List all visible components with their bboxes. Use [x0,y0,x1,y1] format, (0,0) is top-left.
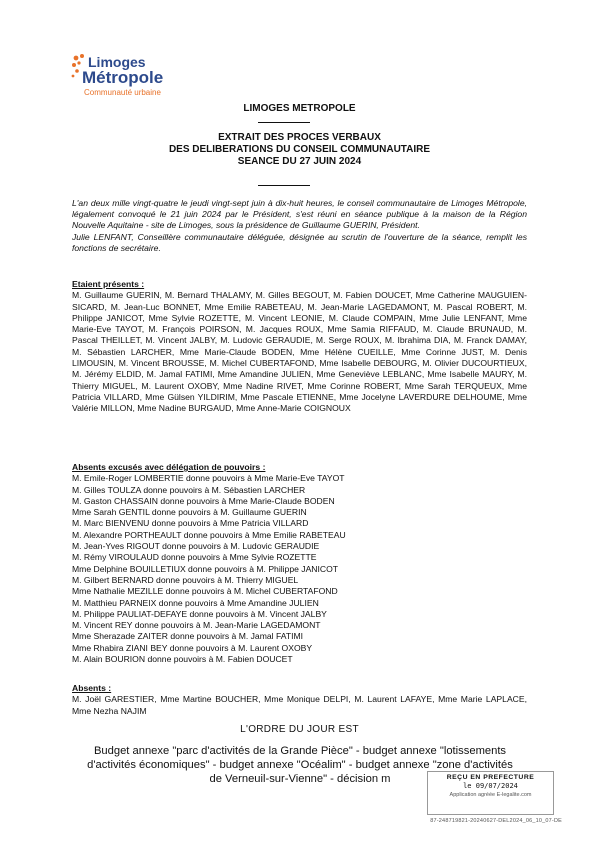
list-item: M. Alain BOURION donne pouvoirs à M. Fabien DOUCET [72,654,293,665]
stamp-application: Application agréée E-legalite.com [449,792,532,798]
present-section [72,279,527,415]
list-item: Mme Nathalie MEZILLE donne pouvoirs à M. Michel CUBERTAFOND [72,586,338,597]
list-item: M. Alexandre PORTHEAULT donne pouvoirs à Mme Emilie RABETEAU [72,529,346,540]
list-item: Mme Sherazade ZAITER donne pouvoirs à M. Jamal FATIMI [72,631,304,642]
list-item: M. Matthieu PARNEIX donne pouvoirs à Mme Amandine JULIEN [72,597,319,608]
logo-text-metropole: Métropole [82,68,164,87]
agenda-heading: L'ORDRE DU JOUR EST [240,724,359,735]
list-item: Mme Rhabira ZIANI BEY donne pouvoirs à M. Laurent OXOBY [72,642,313,653]
list-item: M. Marc BIENVENU donne pouvoirs à Mme Patricia VILLARD [72,518,309,529]
title-line-1: EXTRAIT DES PROCES VERBAUX [218,132,381,143]
list-item: M. Gaston CHASSAIN donne pouvoirs à Mme Marie-Claude BODEN [72,495,335,506]
intro-paragraph-1: L'an deux mille vingt-quatre le jeudi vingt-sept juin à dix-huit heures, le conseil communautaire de Limoges Métropole, légalement convoqué le 21 juin 2024 par le Président, s'est réuni en séance publique à la maison de la Région Nouvelle Aquitaine - site de Limoges, sous la présidence de Guillaume GUERIN, Président. [72,198,527,231]
excused-heading: Absents excusés avec délégation de pouvoirs : [72,462,266,472]
logo [70,52,180,108]
prefecture-stamp [427,771,554,815]
excused-section [72,462,527,665]
divider-bottom [258,185,310,186]
list-item: M. Emile-Roger LOMBERTIE donne pouvoirs à Mme Marie-Eve TAYOT [72,473,345,484]
present-list: M. Guillaume GUERIN, M. Bernard THALAMY, M. Gilles BEGOUT, M. Fabien DOUCET, Mme Catherine MAUGUIEN-SICARD, M. Jean-Luc BONNET, Mme Emilie RABETEAU, M. Jean-Marie LAGEDAMONT, M. Pascal ROBERT, M. Philippe JANICOT, Mme Sylvie ROZETTE, M. Vincent LEONIE, M. Claude COMPAIN, Mme Julie LENFANT, Mme Marie-Eve TAYOT, M. François POIRSON, M. Jacques ROUX, Mme Samia RIFFAUD, M. Claude BRUNAUD, M. Pascal THEILLET, M. Vincent JALBY, M. Ludovic GERAUDIE, M. Serge ROUX, M. Ibrahima DIA, M. Franck DAMAY, M. Sébastien LARCHER, Mme Marie-Claude BODEN, Mme Hélène CUEILLE, Mme Corinne JUST, M. Denis LIMOUSIN, M. Vincent BROUSSE, M. Michel CUBERTAFOND, Mme Isabelle DEBOURG, M. Olivier DUCOURTIEUX, M. Jérémy ELDID, M. Jamal FATIMI, Mme Amandine JULIEN, Mme Geneviève LEBLANC, Mme Isabelle MAURY, M. Thierry MIGUEL, M. Laurent OXOBY, Mme Nadine RIVET, Mme Corinne ROBERT, Mme Sarah TERQUEUX, Mme Patricia VILLARD, Mme Gülsen YILDIRIM, Mme Pascale ETIENNE, Mme Jocelyne LAVERDURE DELHOUME, Mme Valérie MILLON, Mme Nadine BURGAUD, Mme Anne-Marie COIGNOUX [72,290,527,414]
logo-text-limoges: Limoges [88,54,146,70]
present-heading: Etaient présents : [72,279,145,289]
intro-text [72,198,527,254]
stamp-date: le 09/07/2024 [463,782,518,790]
list-item: M. Vincent REY donne pouvoirs à M. Jean-Marie LAGEDAMONT [72,620,321,631]
title-line-2: DES DELIBERATIONS DU CONSEIL COMMUNAUTAIRE [168,144,431,155]
stamp-title: REÇU EN PREFECTURE [446,774,535,781]
list-item: M. Rémy VIROULAUD donne pouvoirs à Mme Sylvie ROZETTE [72,552,317,563]
list-item: M. Gilles TOULZA donne pouvoirs à M. Sébastien LARCHER [72,484,306,495]
list-item: Mme Delphine BOUILLETIUX donne pouvoirs à M. Philippe JANICOT [72,563,339,574]
organization-name: LIMOGES METROPOLE [243,103,356,114]
logo-text-communaute: Communauté urbaine [84,88,161,97]
list-item: M. Gilbert BERNARD donne pouvoirs à M. Thierry MIGUEL [72,574,299,585]
document-title [72,132,527,168]
absent-heading: Absents : [72,683,112,693]
absent-list: M. Joël GARESTIER, Mme Martine BOUCHER, Mme Monique DELPI, M. Laurent LAFAYE, Mme Marie LAPLACE, Mme Nezha NAJIM [72,694,527,716]
reference-number: 87-248719821-20240627-DEL2024_06_10_07-DE [430,818,562,824]
divider-top [258,122,310,123]
agenda-budget-title: Budget annexe "parc d'activités de la Grande Pièce" - budget annexe "lotissements d'activités économiques" - budget annexe "Océalim" - budget annexe "zone d'activités de Verneuil-sur-Vienne" - décision m [87,745,513,785]
intro-paragraph-2: Julie LENFANT, Conseillère communautaire déléguée, désignée au scrutin de l'ouverture de la séance, remplit les fonctions de secrétaire. [72,231,527,253]
title-line-3: SEANCE DU 27 JUIN 2024 [237,156,362,167]
list-item: M. Jean-Yves RIGOUT donne pouvoirs à M. Ludovic GERAUDIE [72,541,320,552]
list-item: Mme Sarah GENTIL donne pouvoirs à M. Guillaume GUERIN [72,507,307,518]
absent-section [72,683,527,717]
list-item: M. Philippe PAULIAT-DEFAYE donne pouvoirs à M. Vincent JALBY [72,608,327,619]
